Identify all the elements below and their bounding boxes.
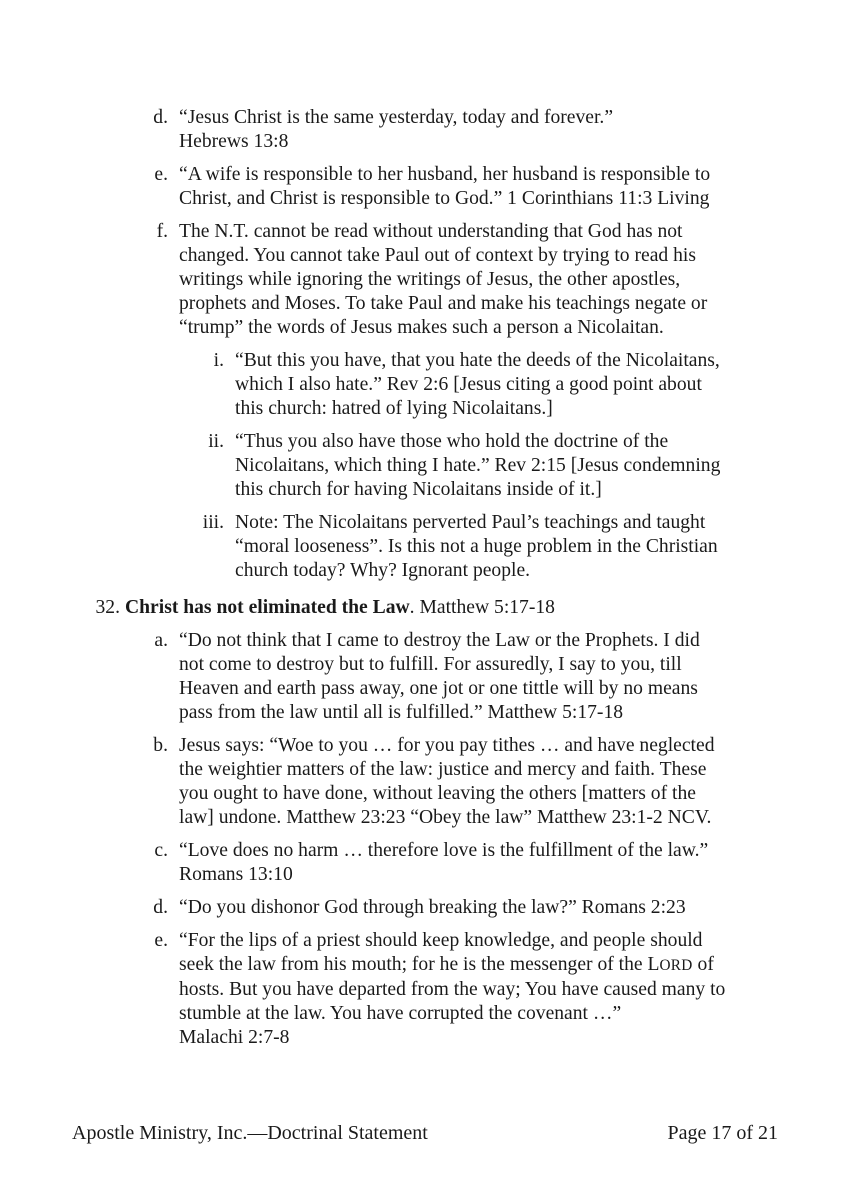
text-line	[179, 953, 784, 978]
list-marker: e.	[154, 164, 168, 185]
text-line: Malachi 2:7-8	[179, 1027, 290, 1048]
list-marker: d.	[153, 107, 168, 128]
text-line: prophets and Moses. To take Paul and make his teachings negate or	[179, 293, 708, 314]
page-number: Page 17 of 21	[667, 1122, 778, 1144]
list-marker: d.	[153, 897, 168, 918]
text-line: “Do not think that I came to destroy the Law or the Prophets. I did	[179, 630, 700, 651]
text-line: “Love does no harm … therefore love is the fulfillment of the law.”	[179, 840, 709, 861]
text-line: “moral looseness”. Is this not a huge problem in the Christian	[235, 536, 718, 557]
section-title-reference: . Matthew 5:17-18	[409, 597, 555, 618]
list-item-d2	[0, 896, 784, 920]
list-marker: e.	[154, 930, 168, 951]
text-line: the weightier matters of the law: justice and mercy and faith. These	[179, 759, 707, 780]
lord-capital: L	[647, 954, 660, 975]
text-line: “Jesus Christ is the same yesterday, today and forever.”	[179, 107, 614, 128]
list-marker: i.	[213, 350, 224, 371]
list-marker: f.	[156, 221, 168, 242]
text-line: “Thus you also have those who hold the doctrine of the	[235, 431, 669, 452]
text-line: law] undone. Matthew 23:23 “Obey the law” Matthew 23:1-2 NCV.	[179, 807, 712, 828]
text-line: Nicolaitans, which thing I hate.” Rev 2:15 [Jesus condemning	[235, 455, 721, 476]
text-line: changed. You cannot take Paul out of context by trying to read his	[179, 245, 696, 266]
section-heading-32	[0, 596, 785, 620]
text-line: stumble at the law. You have corrupted the covenant …”	[179, 1003, 622, 1024]
text-line: not come to destroy but to fulfill. For assuredly, I say to you, till	[179, 654, 682, 675]
text-line: Note: The Nicolaitans perverted Paul’s teachings and taught	[235, 512, 706, 533]
text-line: this church: hatred of lying Nicolaitans.]	[235, 398, 553, 419]
list-item-c	[0, 839, 784, 887]
lord-small-caps: ORD	[659, 957, 693, 974]
sublist-item-i	[0, 349, 784, 421]
text-line: “For the lips of a priest should keep knowledge, and people should	[179, 930, 703, 951]
list-marker: a.	[154, 630, 168, 651]
list-marker: b.	[153, 735, 168, 756]
footer-title: Apostle Ministry, Inc.—Doctrinal Statement	[72, 1122, 428, 1144]
text-line: Jesus says: “Woe to you … for you pay tithes … and have neglected	[179, 735, 715, 756]
section-title-line	[125, 596, 785, 620]
section-title-bold: Christ has not eliminated the Law	[125, 597, 410, 618]
document-body	[0, 106, 850, 1059]
text-line: this church for having Nicolaitans inside of it.]	[235, 479, 602, 500]
text-line: Romans 13:10	[179, 864, 293, 885]
text-line: which I also hate.” Rev 2:6 [Jesus citing a good point about	[235, 374, 702, 395]
list-marker: iii.	[202, 512, 224, 533]
text-line: hosts. But you have departed from the way; You have caused many to	[179, 979, 726, 1000]
text-line: Heaven and earth pass away, one jot or one tittle will by no means	[179, 678, 698, 699]
text-line: “Do you dishonor God through breaking the law?” Romans 2:23	[179, 897, 686, 918]
list-item-e2	[0, 929, 784, 1050]
text-line: “But this you have, that you hate the deeds of the Nicolaitans,	[235, 350, 720, 371]
text-segment: of	[692, 954, 714, 975]
text-line: “A wife is responsible to her husband, her husband is responsible to	[179, 164, 711, 185]
text-line: you ought to have done, without leaving the others [matters of the	[179, 783, 696, 804]
list-item-b	[0, 734, 784, 830]
list-marker: c.	[154, 840, 168, 861]
list-marker: ii.	[208, 431, 224, 452]
text-line: pass from the law until all is fulfilled.” Matthew 5:17-18	[179, 702, 624, 723]
sublist-item-ii	[0, 430, 784, 502]
text-line: Christ, and Christ is responsible to God.” 1 Corinthians 11:3 Living	[179, 188, 710, 209]
sublist-item-iii	[0, 511, 784, 583]
text-segment: seek the law from his mouth; for he is the messenger of the	[179, 954, 648, 975]
list-item-a	[0, 629, 784, 725]
list-item-f	[0, 220, 784, 340]
list-item-e	[0, 163, 784, 211]
text-line: “trump” the words of Jesus makes such a person a Nicolaitan.	[179, 317, 664, 338]
text-line: The N.T. cannot be read without understanding that God has not	[179, 221, 683, 242]
text-line: writings while ignoring the writings of Jesus, the other apostles,	[179, 269, 681, 290]
text-line: Hebrews 13:8	[179, 131, 289, 152]
list-item-d	[0, 106, 784, 154]
section-number: 32.	[95, 597, 120, 618]
text-line: church today? Why? Ignorant people.	[235, 560, 531, 581]
